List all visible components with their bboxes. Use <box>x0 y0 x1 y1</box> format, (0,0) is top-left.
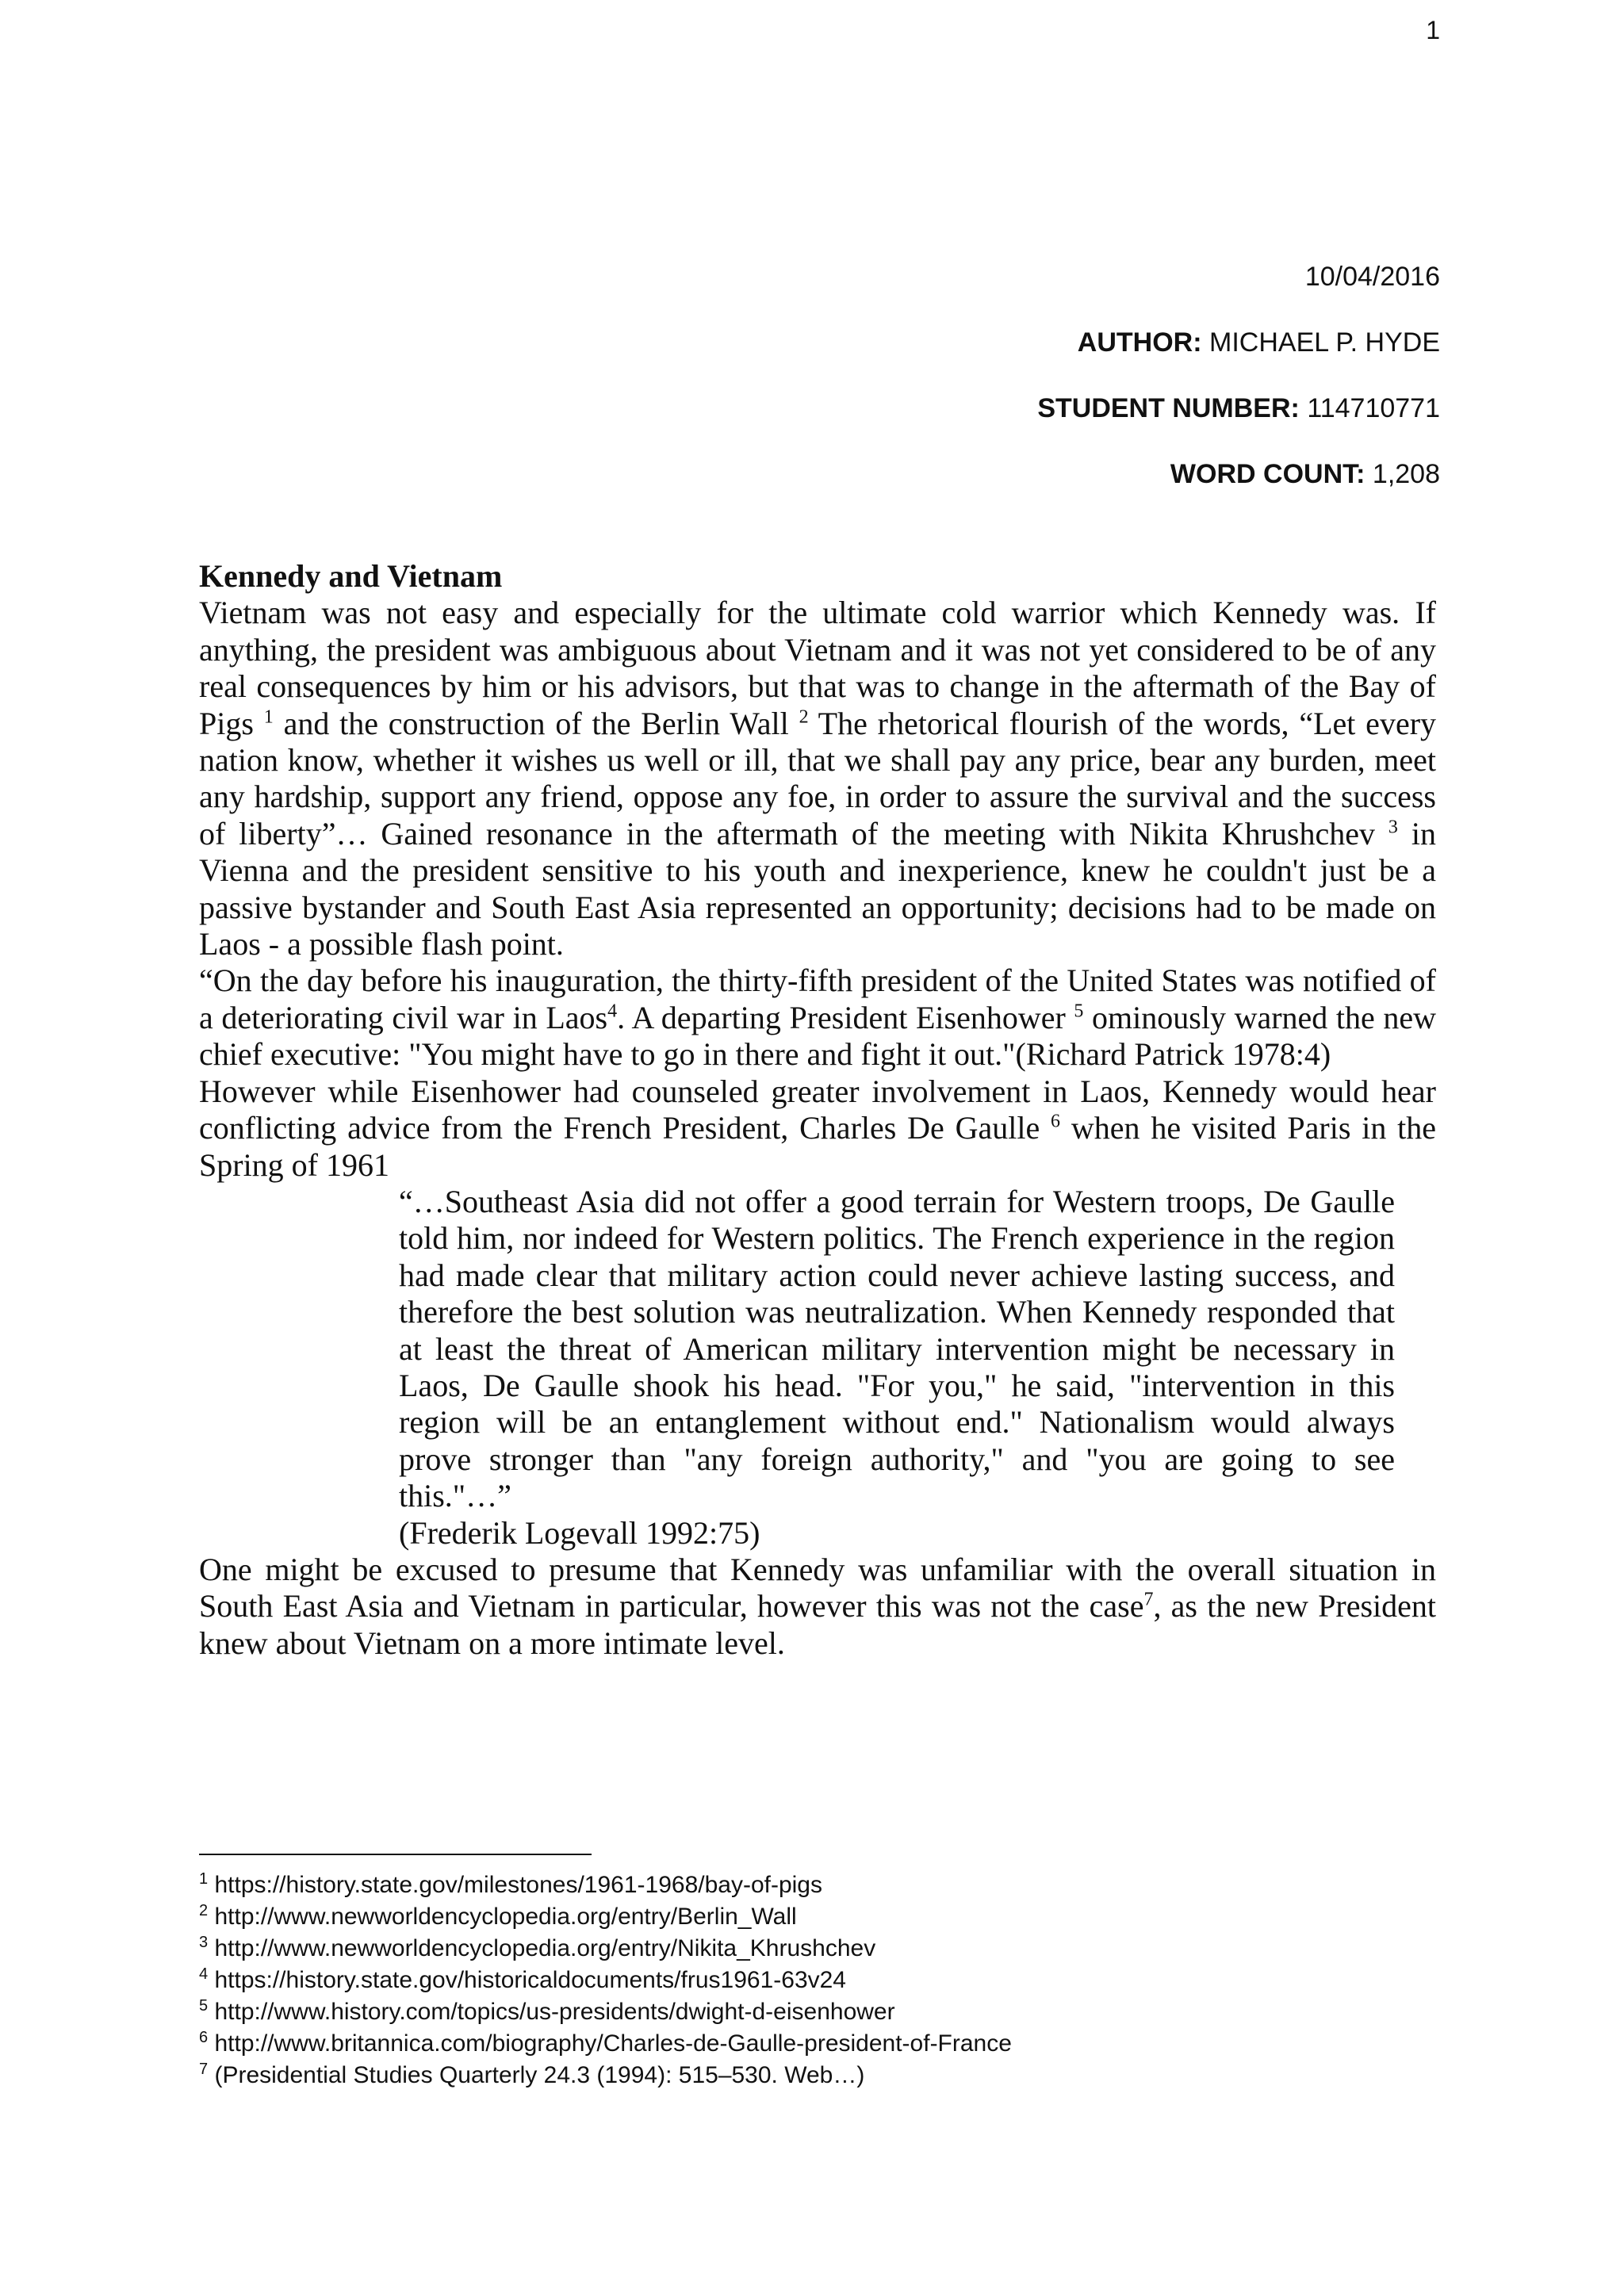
student-number-line <box>1037 393 1440 424</box>
footnote-number: 4 <box>199 1965 209 1983</box>
footnote-separator <box>199 1854 592 1855</box>
p2-text-c: ominously warned the new chief executive: "You might have to go in there and fight it out."(Richard Patrick 1978:4) <box>199 999 1437 1073</box>
footnote-link[interactable]: http://www.newworldencyclopedia.org/entry/Berlin_Wall <box>214 1904 797 1930</box>
block-quote <box>399 1184 1395 1552</box>
footnote-number: 2 <box>199 1902 209 1919</box>
footnote-number: 7 <box>199 2061 209 2078</box>
p2-text-a: “On the day before his inauguration, the thirty-fifth president of the United States was notified of a deteriorating civil war in Laos <box>199 962 1436 1035</box>
footnote-link[interactable]: https://history.state.gov/historicaldocuments/frus1961-63v24 <box>214 1967 846 1993</box>
date-line <box>1305 262 1440 293</box>
footnote-ref-6[interactable]: 6 <box>1051 1111 1061 1132</box>
p1-text-b: and the construction of the Berlin Wall <box>283 705 789 741</box>
footnote-number: 1 <box>199 1870 209 1888</box>
word-count: 1,208 <box>1372 459 1440 489</box>
page-number: 1 <box>1426 16 1440 44</box>
footnote-5 <box>199 1996 1012 2028</box>
student-number: 114710771 <box>1307 393 1440 423</box>
quote-citation: (Frederik Logevall 1992:75) <box>399 1514 760 1551</box>
word-count-label: WORD COUNT: <box>1170 459 1365 489</box>
footnote-ref-1[interactable]: 1 <box>263 706 274 728</box>
p1-text-a: Vietnam was not easy and especially for the ultimate cold warrior which Kennedy was. If anything, the president was ambiguous about Vietnam and it was not yet considered to be of any real consequences by him or his advisors, but that was to change in the aftermath of the Bay of Pigs <box>199 595 1436 741</box>
author-label: AUTHOR: <box>1077 327 1202 358</box>
footnote-ref-2[interactable]: 2 <box>799 706 809 728</box>
footnote-4 <box>199 1965 1012 1996</box>
essay-body <box>199 558 1436 1662</box>
footnotes <box>199 1869 1012 2091</box>
footnote-number: 6 <box>199 2029 209 2046</box>
footnote-number: 5 <box>199 1997 209 2015</box>
paragraph-3 <box>199 1073 1436 1184</box>
p1-text-d: in Vienna and the president sensitive to his youth and inexperience, knew he couldn't just be a passive bystander and South East Asia represented an opportunity; decisions had to be made on Laos - a possible flash point. <box>199 815 1436 962</box>
footnote-ref-3[interactable]: 3 <box>1388 817 1398 838</box>
essay-title: Kennedy and Vietnam <box>199 558 503 594</box>
footnote-ref-7[interactable]: 7 <box>1143 1590 1154 1611</box>
footnote-link[interactable]: http://www.britannica.com/biography/Charles-de-Gaulle-president-of-France <box>214 2030 1012 2057</box>
footnote-citation: (Presidential Studies Quarterly 24.3 (1994): 515–530. Web…) <box>214 2062 865 2088</box>
paragraph-2 <box>199 962 1436 1073</box>
footnote-6 <box>199 2028 1012 2060</box>
word-count-line <box>1170 459 1440 490</box>
footnote-ref-4[interactable]: 4 <box>607 1001 618 1022</box>
p1-text-c: The rhetorical flourish of the words, “Let every nation know, whether it wishes us well or ill, that we shall pay any price, bear any burden, meet any hardship, support any friend, oppose any foe, in order to assure the survival and the success of liberty”… Gained resonance in the aftermath of the meeting with Nikita Khrushchev <box>199 705 1437 851</box>
footnote-ref-5[interactable]: 5 <box>1074 1001 1084 1022</box>
p3-text-b: when he visited Paris in the Spring of 1961 <box>199 1110 1437 1183</box>
paragraph-1 <box>199 595 1436 962</box>
p4-text-b: , as the new President knew about Vietnam on a more intimate level. <box>199 1588 1436 1661</box>
footnote-7 <box>199 2060 1012 2091</box>
p3-text-a: However while Eisenhower had counseled greater involvement in Laos, Kennedy would hear conflicting advice from the French President, Charles De Gaulle <box>199 1073 1436 1146</box>
date: 10/04/2016 <box>1304 262 1440 292</box>
footnote-number: 3 <box>199 1934 209 1951</box>
footnote-link[interactable]: http://www.newworldencyclopedia.org/entry/Nikita_Khrushchev <box>214 1935 876 1961</box>
quote-text: “…Southeast Asia did not offer a good terrain for Western troops, De Gaulle told him, nor indeed for Western politics. The French experience in the region had made clear that military action could never achieve lasting success, and therefore the best solution was neutralization. When Kennedy responded that at least the threat of American military intervention might be necessary in Laos, De Gaulle shook his head. "For you," he said, "intervention in this region will be an entanglement without end." Nationalism would always prove stronger than "any foreign authority," and "you are going to see this."…” <box>399 1183 1395 1514</box>
footnote-link[interactable]: http://www.history.com/topics/us-presidents/dwight-d-eisenhower <box>214 1999 895 2025</box>
footnote-link[interactable]: https://history.state.gov/milestones/1961-1968/bay-of-pigs <box>214 1872 822 1898</box>
footnote-1 <box>199 1869 1012 1901</box>
footnote-3 <box>199 1933 1012 1965</box>
p4-text-a: One might be excused to presume that Kennedy was unfamiliar with the overall situation in South East Asia and Vietnam in particular, however this was not the case <box>199 1551 1436 1624</box>
author-name: MICHAEL P. HYDE <box>1209 327 1440 358</box>
student-number-label: STUDENT NUMBER: <box>1037 393 1300 423</box>
footnote-2 <box>199 1901 1012 1933</box>
author-line <box>1078 327 1440 358</box>
paragraph-4 <box>199 1552 1436 1662</box>
p2-text-b: . A departing President Eisenhower <box>617 999 1066 1035</box>
